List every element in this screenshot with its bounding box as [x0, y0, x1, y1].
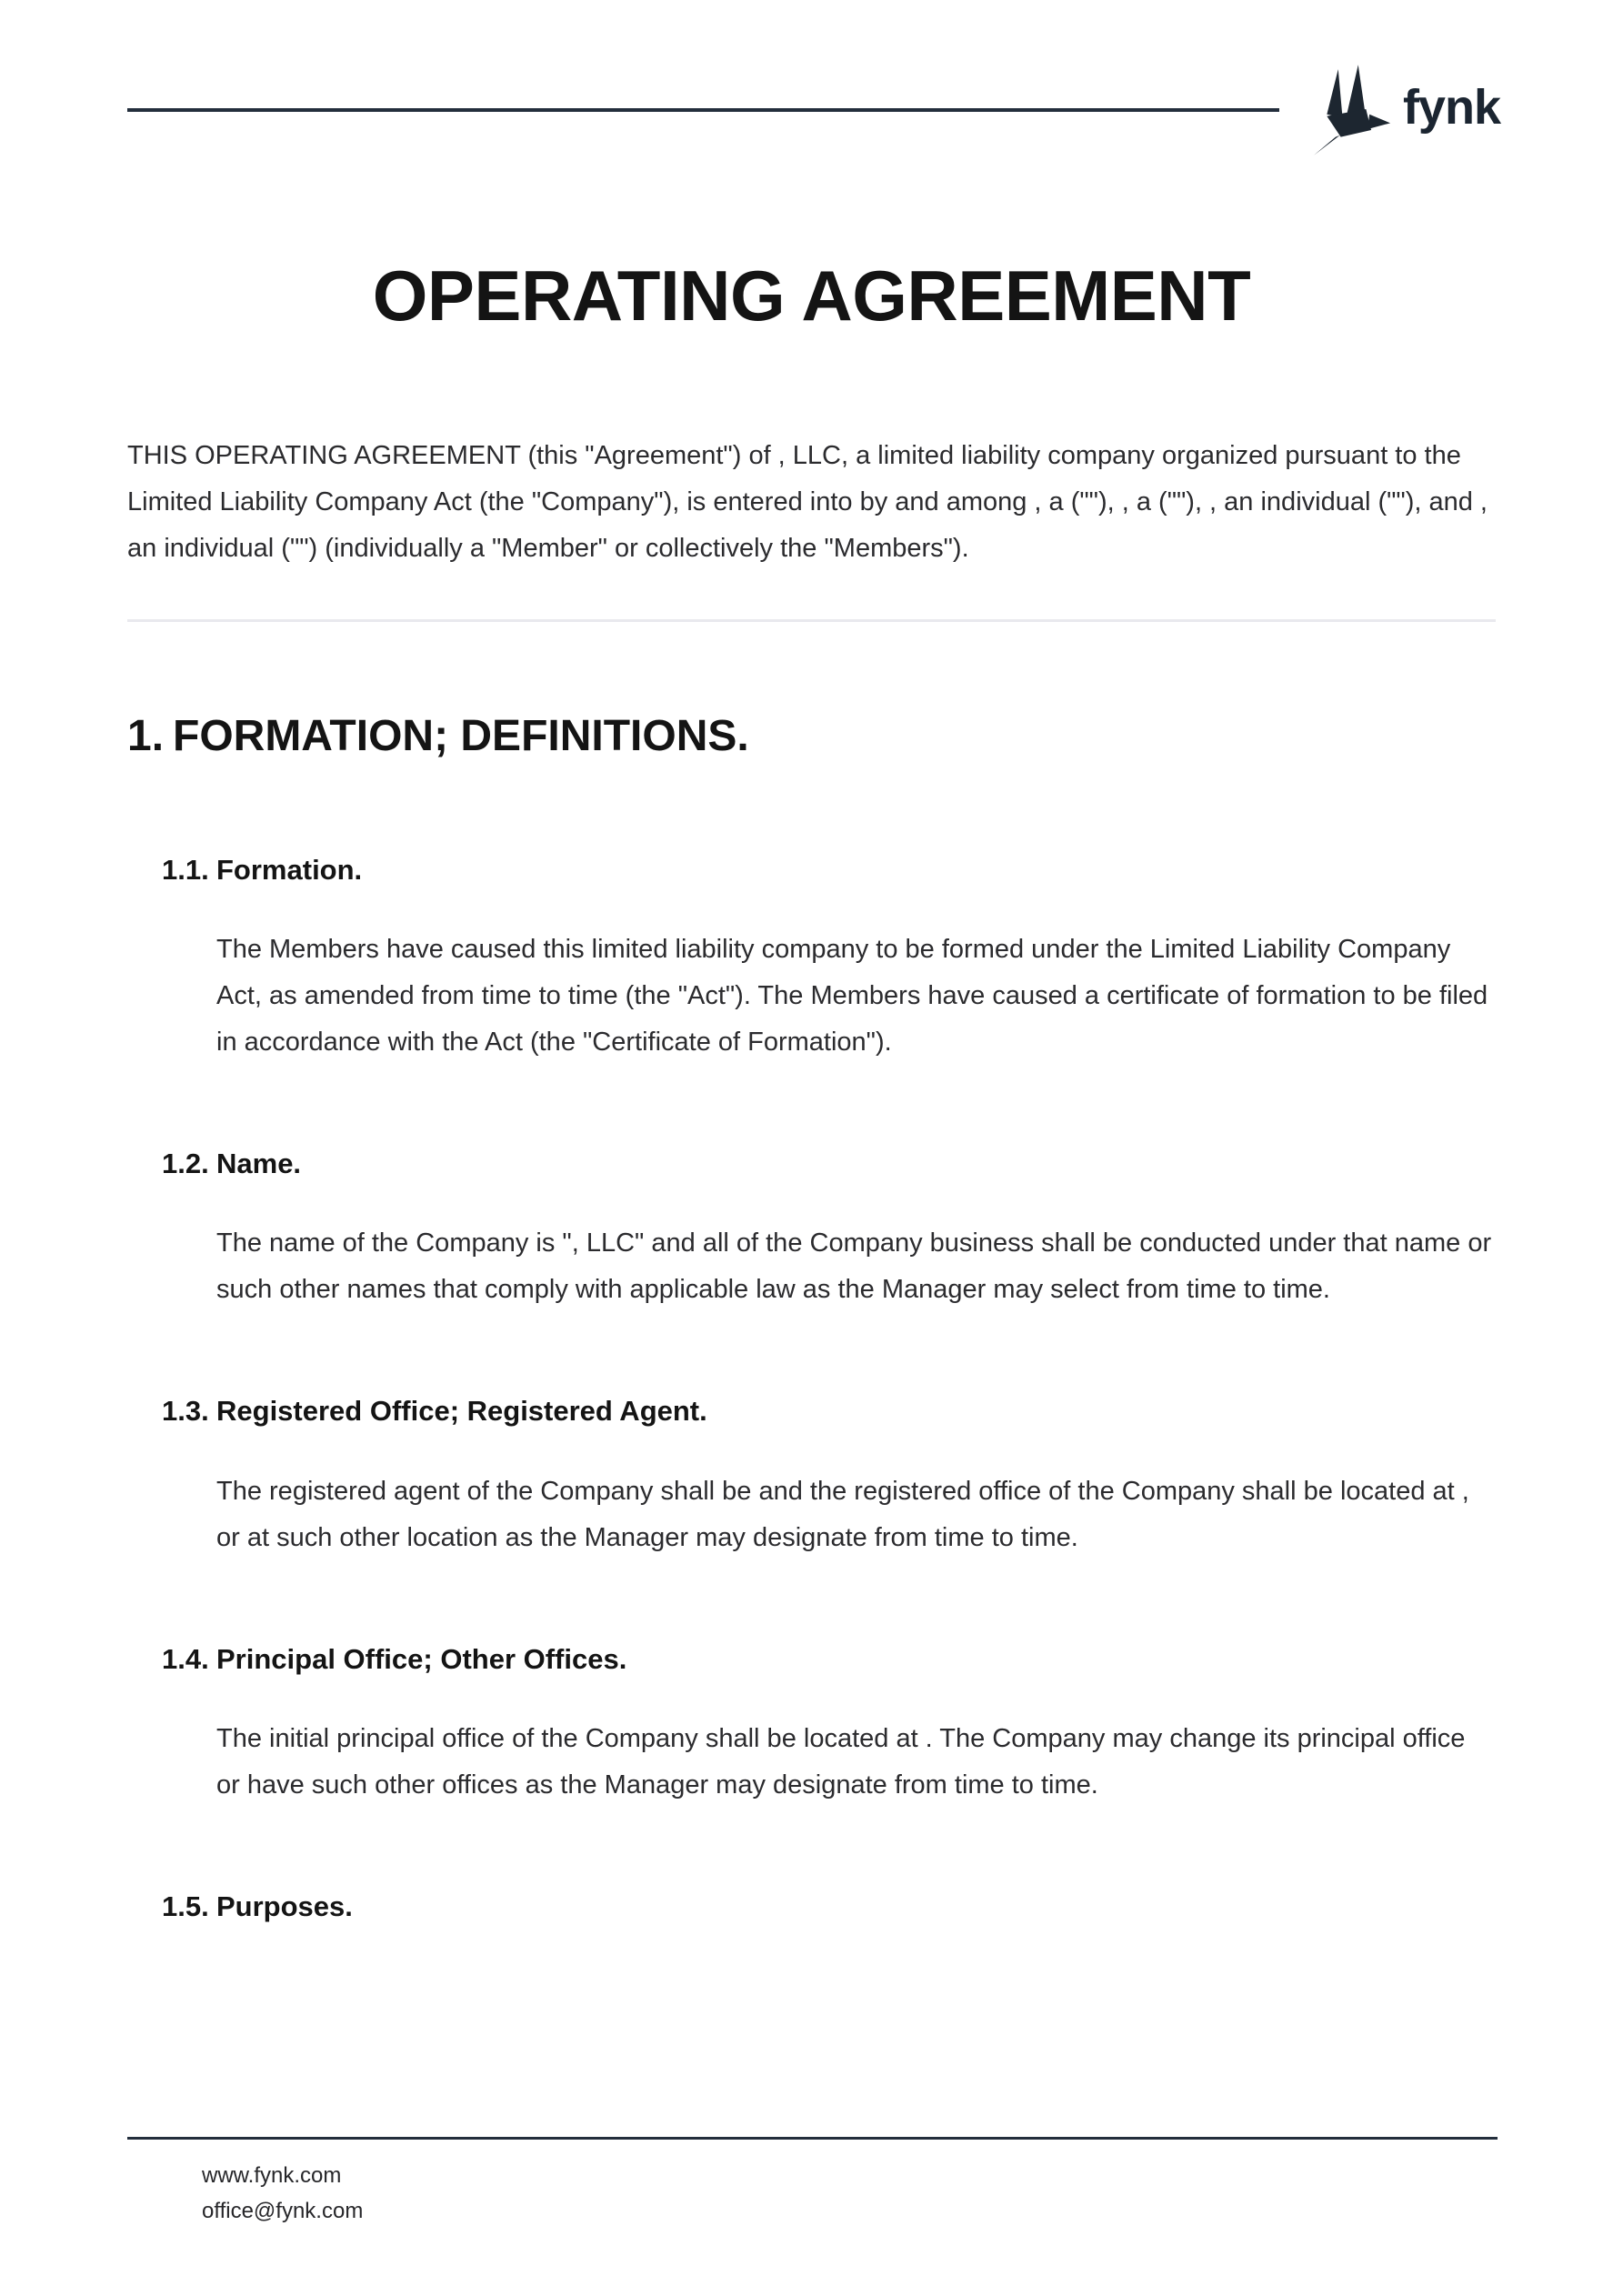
section-title: FORMATION; DEFINITIONS. — [173, 712, 749, 760]
subsection-1-2 — [127, 1146, 1496, 1313]
intro-paragraph: THIS OPERATING AGREEMENT (this "Agreement") of , LLC, a limited liability company organized pursuant to the Limited Liability Company Act (the "Company"), is entered into by and among , a (""), , a (""), , an individual (""), and , an individual ("") (individually a "Member" or collectively the "Members"). — [127, 441, 1488, 563]
subsection-title: Registered Office; Registered Agent. — [216, 1395, 707, 1428]
subsection-1-4 — [127, 1641, 1496, 1809]
footer-rule — [127, 2137, 1498, 2140]
subsection-heading — [162, 1146, 1496, 1182]
subsection-body: The initial principal office of the Company shall be located at . The Company may change its principal office or have such other offices as the Manager may designate from time to time. — [216, 1723, 1466, 1800]
fynk-logo — [1314, 65, 1500, 155]
subsection-heading — [162, 852, 1496, 888]
subsection-1-3 — [127, 1393, 1496, 1560]
origami-bird-icon — [1314, 65, 1392, 155]
section-heading — [127, 713, 1496, 761]
subsection-body: The registered agent of the Company shall be and the registered office of the Company shall be located at , or at such other location as the Manager may designate from time to time. — [216, 1476, 1469, 1552]
subsection-1-5 — [127, 1889, 1496, 1925]
document-title: OPERATING AGREEMENT — [372, 256, 1251, 336]
subsection-title: Name. — [216, 1148, 302, 1180]
subsection-heading — [162, 1641, 1496, 1678]
subsection-number: 1.1. — [162, 853, 209, 886]
subsection-title: Purposes. — [216, 1890, 353, 1922]
header-rule — [127, 108, 1279, 112]
subsection-body: The name of the Company is ", LLC" and all of the Company business shall be conducted under that name or such other names that comply with applicable law as the Manager may select from time to time. — [216, 1228, 1492, 1305]
brand-wordmark: fynk — [1402, 79, 1500, 135]
footer-website: www.fynk.com — [202, 2163, 342, 2188]
subsection-number: 1.2. — [162, 1148, 209, 1180]
subsection-title: Principal Office; Other Offices. — [216, 1642, 627, 1675]
subsection-1-1 — [127, 852, 1496, 1066]
subsection-number: 1.4. — [162, 1642, 209, 1675]
section-divider — [127, 619, 1496, 622]
subsection-body: The Members have caused this limited liability company to be formed under the Limited Liability Company Act, as amended from time to time (the "Act"). The Members have caused a certificate of formation to be filed in accordance with the Act (the "Certificate of Formation"). — [216, 935, 1488, 1058]
subsection-heading — [162, 1889, 1496, 1925]
subsection-heading — [162, 1393, 1496, 1429]
page-footer — [127, 2137, 1498, 2229]
subsection-number: 1.3. — [162, 1395, 209, 1428]
footer-email: office@fynk.com — [202, 2199, 364, 2223]
section-number: 1. — [127, 712, 165, 760]
page-header — [0, 0, 1623, 153]
subsection-number: 1.5. — [162, 1890, 209, 1922]
subsection-title: Formation. — [216, 853, 363, 886]
